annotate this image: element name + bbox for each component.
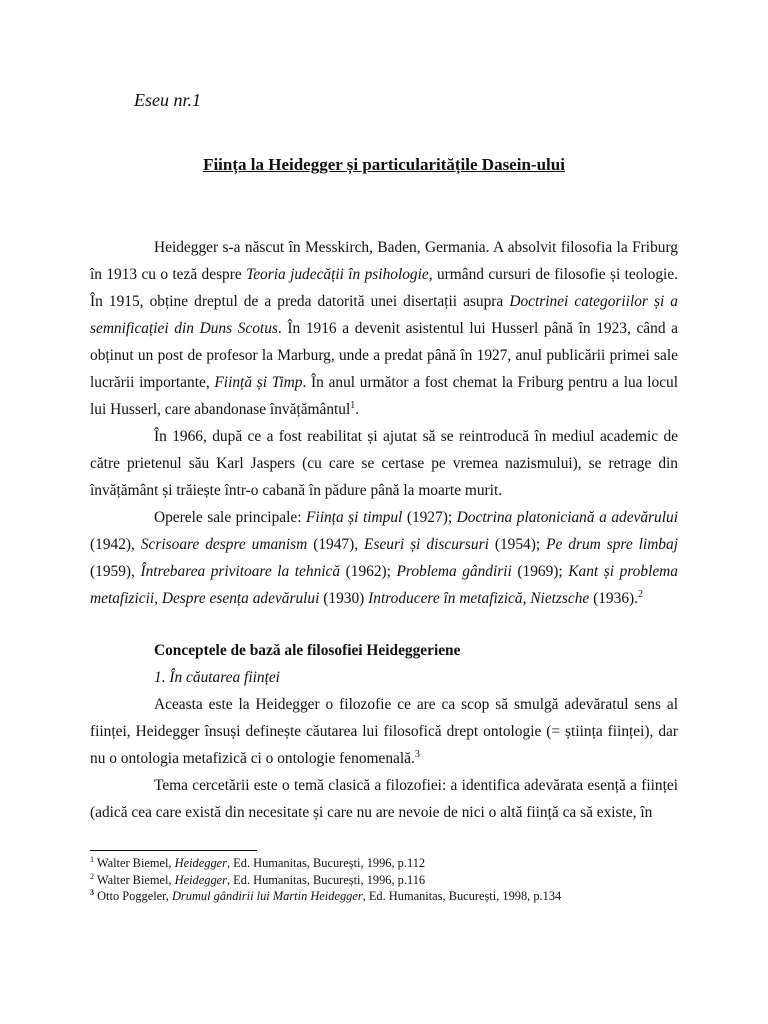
text-span: (1969); <box>511 563 569 580</box>
italic-title: Teoria judecății în psihologie, <box>246 266 433 283</box>
text-span: (1927); <box>402 509 457 526</box>
italic-title: Pe drum spre limbaj <box>546 536 678 553</box>
italic-title: Introducere în metafizică, Nietzsche <box>368 590 590 607</box>
text-span: . <box>355 401 360 418</box>
footnote-details: , Ed. Humanitas, București, 1998, p.134 <box>362 889 562 903</box>
footnote-work: Heidegger <box>174 856 227 870</box>
text-span: urmând cursuri de filosofie și teologie. În 1915, obține dreptul de a preda datorită unei disertații asupra <box>90 266 679 310</box>
italic-title: Întrebarea privitoare la tehnică <box>140 563 341 580</box>
footnote-item <box>90 872 690 889</box>
page-title: Ființa la Heidegger și particularitățile Dasein-ului <box>203 155 565 174</box>
text-span: Heidegger s-a născut în Messkirch, Baden, Germania. A absolvit filosofia la Friburg în 1913 cu o teză despre <box>90 239 678 283</box>
paragraph-biography <box>90 234 678 423</box>
footnote-details: , Ed. Humanitas, București, 1996, p.112 <box>226 856 426 870</box>
text-span: (1962); <box>340 563 397 580</box>
italic-title: Ființă și Timp <box>214 374 303 391</box>
paragraph-later-life: În 1966, după ce a fost reabilitat și ajutat să se reintroducă în mediul academic de către prietenul său Karl Jaspers (cu care se certase pe vremea nazismului), se retrage din învățământ și trăiește într-o cabană în pădure până la moarte murit. <box>90 428 678 499</box>
text-span: (1959), <box>90 563 141 580</box>
footnote-work: Heidegger <box>174 872 227 887</box>
italic-title: Doctrinei categoriilor și a semnificației din Duns Scotus <box>90 293 679 337</box>
italic-title: Scrisoare despre umanism <box>140 536 308 553</box>
footnote-author: Walter Biemel, <box>96 872 175 887</box>
section-subheading: 1. În căutarea ființei <box>154 669 280 686</box>
italic-title: Despre esența adevărului <box>161 590 320 607</box>
section-header <box>154 637 460 691</box>
footnote-item <box>90 888 690 905</box>
footnote-ref[interactable]: 1 <box>350 399 356 411</box>
footnote-number: 3 <box>90 887 94 897</box>
text-span: (1942), <box>90 536 141 553</box>
footnote-number: 1 <box>90 854 94 864</box>
footnotes <box>90 855 690 905</box>
text-span: Aceasta este la Heidegger o filozofie ce are ca scop să smulgă adevăratul sens al ființei, Heidegger însuși definește căutarea lui filosofică drept ontologie (= știința ființei), dar nu o ontologia metafizică ci o ontologie fenomenală. <box>90 696 678 767</box>
text-span: (1947), <box>307 536 365 553</box>
footnote-ref[interactable]: 3 <box>414 748 420 760</box>
italic-title: Eseuri și discursuri <box>364 536 489 553</box>
footnote-separator <box>90 850 257 851</box>
text-span: (1936). <box>589 590 638 607</box>
text-span: Operele sale principale: <box>154 509 307 526</box>
section-heading: Conceptele de bază ale filosofiei Heideggeriene <box>154 642 461 659</box>
paragraph-theme: Tema cercetării este o temă clasică a filozofiei: a identifica adevărata esență a ființei (adică cea care există din necesitate și care nu are nevoie de nici o altă ființă ca să existe, în <box>90 777 678 821</box>
footnote-ref[interactable]: 2 <box>638 588 643 600</box>
section-paragraphs <box>90 691 678 826</box>
essay-label: Eseu nr.1 <box>134 90 201 110</box>
paragraph-works <box>90 504 678 612</box>
intro-paragraphs <box>90 234 678 612</box>
text-span: . În anul următor a fost chemat la Friburg pentru a lua locul lui Husserl, care abandonase învățământul <box>90 374 678 418</box>
text-span: (1954); <box>488 536 547 553</box>
italic-title: Kant și problema metafizicii <box>90 563 678 607</box>
footnote-author: Otto Poggeler, <box>97 889 172 903</box>
footnote-number: 2 <box>90 871 94 881</box>
italic-title: Doctrina platoniciană a adevărului <box>456 509 679 526</box>
text-span: . În 1916 a devenit asistentul lui Husserl până în 1923, când a obținut un post de profesor la Marburg, unde a predat până în 1927, anul publicării primei sale lucrării importante, <box>90 320 678 391</box>
italic-title: Problema gândirii <box>396 563 512 580</box>
footnote-author: Walter Biemel, <box>96 856 175 870</box>
paragraph-ontology <box>90 691 678 772</box>
italic-title: Ființa și timpul <box>306 509 403 526</box>
text-span: (1930) <box>319 590 369 607</box>
footnote-item <box>90 855 690 872</box>
footnote-details: , Ed. Humanitas, București, 1996, p.116 <box>226 872 426 887</box>
text-span: , <box>154 590 162 607</box>
footnote-work: Drumul gândirii lui Martin Heidegger <box>171 889 363 903</box>
